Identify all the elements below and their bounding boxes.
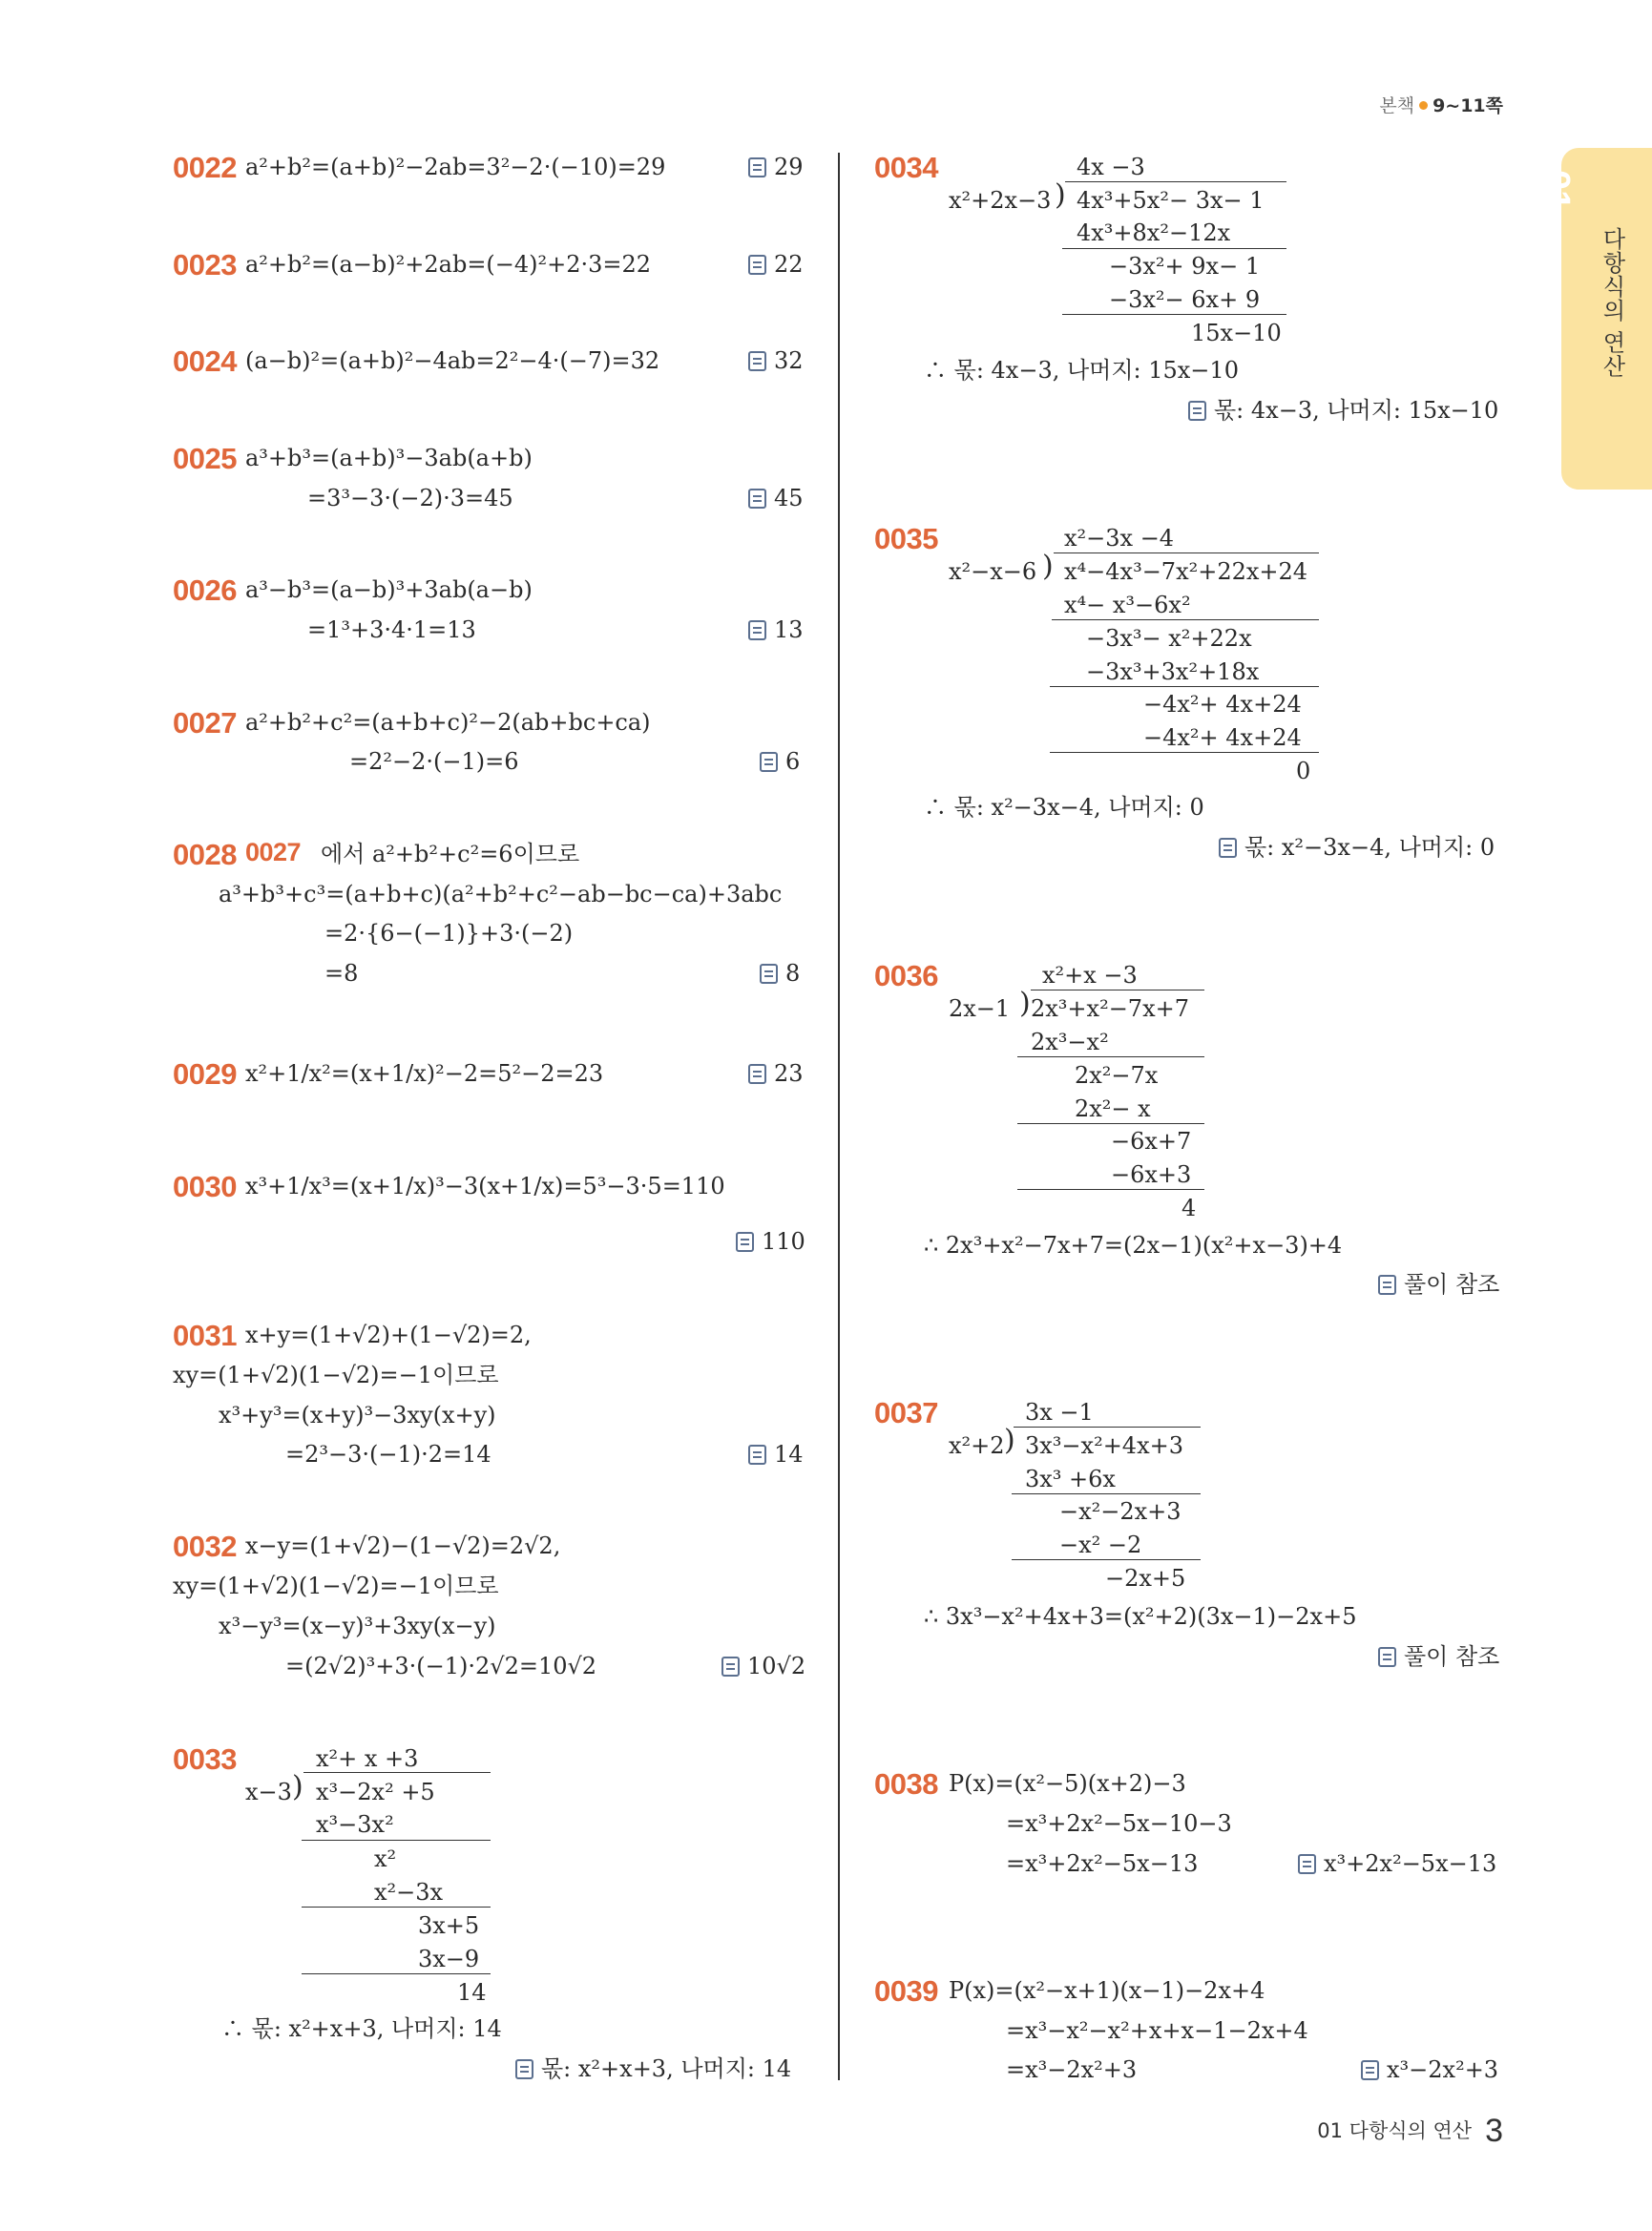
column-divider xyxy=(838,153,840,2080)
problem-number: 0036 xyxy=(874,959,938,992)
division-step: 2x²−7x xyxy=(1075,1062,1159,1089)
answer-icon xyxy=(748,351,766,371)
page-footer xyxy=(1317,2113,1503,2150)
solution-line: =2·{6−(−1)}+3·(−2) xyxy=(324,920,574,947)
problem-number: 0023 xyxy=(173,248,237,281)
answer-icon xyxy=(1219,838,1237,858)
division-divisor: x²−x−6 xyxy=(949,558,1037,585)
division-rule xyxy=(302,1840,491,1841)
answer-value: 풀이 참조 xyxy=(1404,1271,1500,1298)
division-step: 2x²− x xyxy=(1075,1095,1151,1122)
division-rule xyxy=(1017,1189,1204,1190)
problem-number: 0029 xyxy=(173,1057,237,1091)
problem-number: 0035 xyxy=(874,522,938,555)
division-step: −3x³− x²+22x xyxy=(1086,625,1252,652)
solution-line: =(2√2)³+3·(−1)·2√2=10√2 xyxy=(285,1653,597,1679)
division-bracket: ) xyxy=(292,1770,303,1804)
solution-line: x−y=(1+√2)−(1−√2)=2√2, xyxy=(245,1533,561,1559)
answer-value: 몫: x²+x+3, 나머지: 14 xyxy=(541,2055,792,2082)
solution-line: =x³+2x²−5x−13 xyxy=(1006,1850,1199,1877)
solution-line: a³+b³+c³=(a+b+c)(a²+b²+c²−ab−bc−ca)+3abc xyxy=(219,881,783,907)
answer-icon xyxy=(748,1445,766,1465)
division-rule xyxy=(1062,314,1286,315)
problem-number: 0026 xyxy=(173,573,237,607)
division-remainder: 15x−10 xyxy=(1191,320,1282,346)
division-bracket: ) xyxy=(1019,987,1031,1020)
division-bracket: ) xyxy=(1042,550,1054,583)
answer-icon xyxy=(1378,1275,1396,1295)
answer-icon xyxy=(515,2059,533,2079)
answer-icon xyxy=(760,752,778,772)
answer-value: 14 xyxy=(774,1441,804,1468)
division-step: x⁴− x³−6x² xyxy=(1064,592,1191,618)
answer-icon xyxy=(748,157,766,177)
answer-icon xyxy=(1361,2060,1379,2080)
division-step: x²−3x xyxy=(374,1879,444,1906)
problem-number: 0022 xyxy=(173,151,237,184)
solution-line: x³+1/x³=(x+1/x)³−3(x+1/x)=5³−3·5=110 xyxy=(245,1173,725,1199)
division-quotient: 3x −1 xyxy=(1025,1399,1094,1426)
answer-icon xyxy=(748,489,766,509)
problem-number: 0025 xyxy=(173,442,237,475)
division-step: −3x²+ 9x− 1 xyxy=(1109,253,1261,280)
division-step: −x² −2 xyxy=(1059,1532,1142,1558)
solution-line: 에서 a²+b²+c²=6이므로 xyxy=(321,841,580,867)
division-divisor: x²+2 xyxy=(949,1432,1005,1459)
division-step: −3x²− 6x+ 9 xyxy=(1109,286,1261,313)
solution-line: P(x)=(x²−x+1)(x−1)−2x+4 xyxy=(949,1977,1265,2004)
division-quotient: x²+x −3 xyxy=(1042,962,1138,989)
answer-value: 6 xyxy=(785,748,801,775)
answer-icon xyxy=(736,1232,754,1252)
answer-value: 45 xyxy=(774,485,804,511)
problem-number: 0027 xyxy=(173,706,237,740)
answer-value: x³+2x²−5x−13 xyxy=(1324,1850,1497,1877)
solution-line: xy=(1+√2)(1−√2)=−1이므로 xyxy=(173,1362,499,1388)
solution-line: a³+b³=(a+b)³−3ab(a+b) xyxy=(245,445,533,471)
division-step: 3x³ +6x xyxy=(1025,1466,1116,1492)
division-remainder: −2x+5 xyxy=(1105,1565,1186,1592)
conclusion-line: ∴ 3x³−x²+4x+3=(x²+2)(3x−1)−2x+5 xyxy=(924,1603,1357,1630)
division-step: 4x³+8x²−12x xyxy=(1077,219,1231,246)
answer-value: 22 xyxy=(774,251,804,278)
answer-value: 23 xyxy=(774,1060,804,1087)
page-header xyxy=(1379,92,1503,117)
division-bracket: ) xyxy=(1004,1424,1015,1457)
division-rule xyxy=(302,1973,491,1974)
answer-value: 몫: x²−3x−4, 나머지: 0 xyxy=(1244,834,1495,861)
solution-line: a³−b³=(a−b)³+3ab(a−b) xyxy=(245,576,533,603)
division-step: −6x+7 xyxy=(1111,1128,1192,1155)
division-step: −x²−2x+3 xyxy=(1059,1498,1181,1525)
division-quotient: x²−3x −4 xyxy=(1064,525,1175,552)
division-divisor: x−3 xyxy=(245,1779,292,1805)
division-rule xyxy=(1050,686,1319,687)
division-step: −3x³+3x²+18x xyxy=(1086,658,1260,685)
division-rule xyxy=(1050,752,1319,753)
chapter-tab-title: 다항식의 연산 xyxy=(1599,227,1625,379)
division-bracket: ) xyxy=(1055,178,1066,212)
conclusion-line: ∴ 2x³+x²−7x+7=(2x−1)(x²+x−3)+4 xyxy=(924,1232,1343,1259)
answer-icon xyxy=(1378,1647,1396,1667)
division-dividend: 3x³−x²+4x+3 xyxy=(1025,1432,1183,1459)
division-bar xyxy=(303,1772,491,1773)
solution-line: x³+y³=(x+y)³−3xy(x+y) xyxy=(219,1402,496,1428)
answer-value: 110 xyxy=(762,1228,805,1255)
answer-icon xyxy=(760,964,778,984)
division-rule xyxy=(302,1907,491,1908)
answer-icon xyxy=(721,1657,740,1677)
answer-value: 13 xyxy=(774,616,804,643)
division-rule xyxy=(1017,1123,1204,1124)
footer-chapter: 01 다항식의 연산 xyxy=(1317,2119,1473,2142)
division-quotient: x²+ x +3 xyxy=(316,1745,419,1772)
solution-line: x²+1/x²=(x+1/x)²−2=5²−2=23 xyxy=(245,1060,604,1087)
answer-icon xyxy=(748,255,766,275)
answer-icon xyxy=(1188,401,1206,421)
division-rule xyxy=(1012,1559,1201,1560)
solution-line: a²+b²+c²=(a+b+c)²−2(ab+bc+ca) xyxy=(245,709,651,736)
problem-number: 0039 xyxy=(874,1974,938,2008)
division-rule xyxy=(1052,619,1319,620)
answer-value: 풀이 참조 xyxy=(1404,1643,1500,1670)
division-dividend: x³−2x² +5 xyxy=(316,1779,435,1805)
problem-number: 0033 xyxy=(173,1742,237,1776)
division-remainder: 4 xyxy=(1181,1195,1197,1221)
problem-number: 0031 xyxy=(173,1319,237,1352)
solution-line: =2³−3·(−1)·2=14 xyxy=(285,1441,491,1468)
division-divisor: 2x−1 xyxy=(949,995,1011,1022)
solution-line: (a−b)²=(a+b)²−4ab=2²−4·(−7)=32 xyxy=(245,347,660,374)
answer-icon xyxy=(748,620,766,640)
orange-dot-icon xyxy=(1419,101,1428,110)
division-step: 2x³−x² xyxy=(1031,1029,1109,1055)
page-number: 3 xyxy=(1485,2113,1503,2149)
conclusion-line: ∴ 몫: 4x−3, 나머지: 15x−10 xyxy=(924,357,1239,384)
solution-line: x+y=(1+√2)+(1−√2)=2, xyxy=(245,1322,532,1348)
chapter-tab-number: 01 xyxy=(1537,170,1577,211)
solution-line: P(x)=(x²−5)(x+2)−3 xyxy=(949,1770,1186,1797)
division-quotient: 4x −3 xyxy=(1077,154,1145,180)
problem-number: 0034 xyxy=(874,151,938,184)
solution-line: =x³−2x²+3 xyxy=(1006,2056,1138,2083)
division-rule xyxy=(1017,1056,1204,1057)
solution-line: =3³−3·(−2)·3=45 xyxy=(307,485,513,511)
division-step: 3x+5 xyxy=(418,1912,480,1939)
problem-number: 0037 xyxy=(874,1396,938,1429)
division-step: −4x²+ 4x+24 xyxy=(1143,691,1302,718)
division-step: x² xyxy=(374,1845,397,1872)
solution-line: =8 xyxy=(324,960,359,987)
answer-value: 8 xyxy=(785,960,801,987)
conclusion-line: ∴ 몫: x²−3x−4, 나머지: 0 xyxy=(924,794,1204,821)
answer-value: 10√2 xyxy=(747,1653,806,1679)
solution-line: =2²−2·(−1)=6 xyxy=(349,748,519,775)
problem-number: 0030 xyxy=(173,1170,237,1203)
problem-number: 0024 xyxy=(173,344,237,378)
problem-number: 0028 xyxy=(173,838,237,871)
solution-line: =x³−x²−x²+x+x−1−2x+4 xyxy=(1006,2017,1308,2044)
division-dividend: 4x³+5x²− 3x− 1 xyxy=(1077,187,1265,214)
problem-number: 0038 xyxy=(874,1767,938,1801)
solution-line: =x³+2x²−5x−10−3 xyxy=(1006,1810,1232,1837)
solution-line: =1³+3·4·1=13 xyxy=(307,616,476,643)
division-bar xyxy=(1065,181,1286,182)
solution-line: xy=(1+√2)(1−√2)=−1이므로 xyxy=(173,1573,499,1599)
answer-value: 32 xyxy=(774,347,804,374)
solution-line: a²+b²=(a+b)²−2ab=3²−2·(−10)=29 xyxy=(245,154,666,180)
division-rule xyxy=(1012,1493,1201,1494)
division-remainder: 14 xyxy=(457,1979,487,2006)
division-step: −6x+3 xyxy=(1111,1161,1192,1188)
answer-icon xyxy=(1298,1854,1316,1874)
division-divisor: x²+2x−3 xyxy=(949,187,1052,214)
answer-value: x³−2x²+3 xyxy=(1387,2056,1499,2083)
solution-line: x³−y³=(x−y)³+3xy(x−y) xyxy=(219,1613,496,1639)
division-step: x³−3x² xyxy=(316,1811,394,1838)
division-step: −4x²+ 4x+24 xyxy=(1143,724,1302,751)
page-range: 9~11쪽 xyxy=(1432,95,1503,116)
division-dividend: 2x³+x²−7x+7 xyxy=(1031,995,1189,1022)
division-step: 3x−9 xyxy=(418,1946,480,1972)
reference-number: 0027 xyxy=(245,838,302,866)
division-remainder: 0 xyxy=(1296,758,1311,784)
answer-value: 몫: 4x−3, 나머지: 15x−10 xyxy=(1214,397,1499,424)
conclusion-line: ∴ 몫: x²+x+3, 나머지: 14 xyxy=(221,2015,502,2042)
answer-icon xyxy=(748,1064,766,1084)
division-bar xyxy=(1014,1427,1201,1428)
answer-value: 29 xyxy=(774,154,804,180)
solution-line: a²+b²=(a−b)²+2ab=(−4)²+2·3=22 xyxy=(245,251,652,278)
division-dividend: x⁴−4x³−7x²+22x+24 xyxy=(1064,558,1308,585)
book-label: 본책 xyxy=(1379,95,1415,116)
division-rule xyxy=(1062,248,1286,249)
problem-number: 0032 xyxy=(173,1530,237,1563)
